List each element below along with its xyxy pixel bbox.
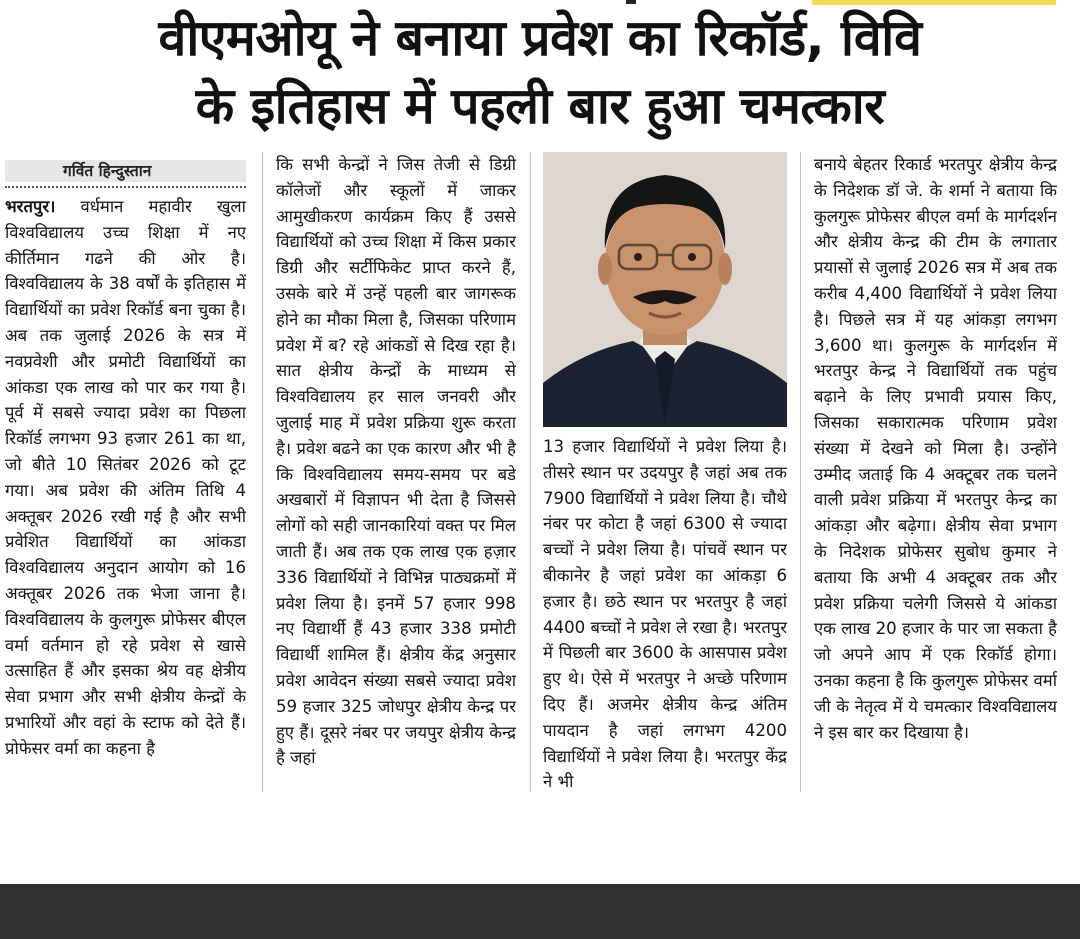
screen-bottom-bar — [0, 884, 1080, 939]
column-1-text — [5, 194, 246, 762]
column-2-text: कि सभी केन्द्रों ने जिस तेजी से डिग्री कॉलेजों और स्कूलों में जाकर आमुखीकरण कार्यक्रम किए हैं उससे विद्यार्थियों को उच्च शिक्षा में किस प्रकार डिग्री और सर्टीफिकेट प्राप्त करने हैं, उसके बारे में उन्हें पहली बार जागरूक होने का मौका मिला है, जिसका परिणाम प्रवेश में ब? रहे आंकडों से दिख रहा है। सात क्षेत्रीय केन्द्रों के माध्यम से विश्वविद्यालय हर साल जनवरी और जुलाई माह में प्रवेश प्रक्रिया शुरू करता है। प्रवेश बढने का एक कारण और भी है कि विश्वविद्यालय समय-समय पर बडे अखबारों में विज्ञापन भी देता है जिससे लोगों को सही जानकारियां वक्त पर मिल जाती हैं। अब तक एक लाख एक हज़ार 336 विद्यार्थियों ने विभिन्न पाठ्यक्रमों में प्रवेश लिया है। इनमें 57 हजार 998 नए विद्यार्थी हैं 43 हजार 338 प्रमोटी विद्यार्थी शामिल हैं। क्षेत्रीय केंद्र अनुसार प्रवेश आवेदन संख्या सबसे ज्यादा प्रवेश 59 हजार 325 जोधपुर क्षेत्रीय केन्द्र पर हुए हैं। दूसरे नंबर पर जयपुर क्षेत्रीय केन्द्र है जहां — [276, 155, 516, 768]
portrait-photo — [543, 152, 787, 427]
column-divider — [262, 152, 263, 792]
article-headline — [0, 4, 1080, 140]
article-column-3 — [543, 152, 787, 792]
column-divider — [800, 152, 801, 792]
column-1-body: वर्धमान महावीर खुला विश्वविद्यालय उच्च शिक्षा में नए कीर्तिमान गढने की ओर है। विश्वविद्यालय के 38 वर्षों के इतिहास में विद्यार्थियों का प्रवेश रिकॉर्ड बना चुका है। अब तक जुलाई 2026 के सत्र में नवप्रवेशी और प्रमोटी विद्यार्थियों का आंकडा एक लाख को पार कर गया है। पूर्व में सबसे ज्यादा प्रवेश का पिछला रिकॉर्ड लगभग 93 हजार 261 का था, जो बीते 10 सितंबर 2026 को टूट गया। अब प्रवेश की अंतिम तिथि 4 अक्तूबर 2026 रखी गई है और सभी प्रवेशित विद्यार्थियों का आंकडा विश्वविद्यालय अनुदान आयोग को 16 अक्तूबर 2026 तक भेजा जाना है। विश्वविद्यालय के कुलगुरू प्रोफेसर बीएल वर्मा वर्तमान हो रहे प्रवेश से खासे उत्साहित हैं और इसका श्रेय वह क्षेत्रीय सेवा प्रभाग और सभी क्षेत्रीय केन्द्रों के प्रभारियों और वहां के स्टाफ को देते हैं। प्रोफेसर वर्मा का कहना है — [5, 197, 246, 758]
headline-line-2: के इतिहास में पहली बार हुआ चमत्कार — [195, 77, 885, 135]
portrait-illustration — [543, 152, 787, 427]
column-3-text: 13 हजार विद्यार्थियों ने प्रवेश लिया है। तीसरे स्थान पर उदयपुर है जहां अब तक 7900 विद्यार्थियों ने प्रवेश लिया है। चौथे नंबर पर कोटा है जहां 6300 से ज्यादा बच्चों ने प्रवेश लिया है। पांचवें स्थान पर बीकानेर है जहां प्रवेश का आंकड़ा 6 हजार है। छठे स्थान पर भरतपुर है जहां 4400 बच्चों ने प्रवेश ले रखा है। भरतपुर में पिछली बार 3600 के आसपास प्रवेश हुए थे। ऐसे में भरतपुर ने अच्छे परिणाम दिए हैं। अजमेर क्षेत्रीय केन्द्र अंतिम पायदान है जहां लगभग 4200 विद्यार्थियों ने प्रवेश लिया है। भरतपुर केंद्र ने भी — [543, 437, 787, 792]
byline-rule — [5, 186, 246, 188]
column-4-text: बनाये बेहतर रिकार्ड भरतपुर क्षेत्रीय केन्द्र के निदेशक डॉ जे. के शर्मा ने बताया कि कुलगुरू प्रोफेसर बीएल वर्मा के मार्गदर्शन और क्षेत्रीय केन्द्र की टीम के लगातार प्रयासों से जुलाई 2026 सत्र में अब तक करीब 4,400 विद्यार्थियों ने प्रवेश लिया है। पिछले सत्र में यह आंकड़ा लगभग 3,600 था। कुलगुरू के मार्गदर्शन में भरतपुर केन्द्र ने विद्यार्थियों तक पहुंच बढ़ाने के लिए प्रभावी प्रयास किए, जिसका सकारात्मक परिणाम प्रवेश संख्या में देखने को मिला है। उन्होंने उम्मीद जताई कि 4 अक्टूबर तक चलने वाली प्रवेश प्रक्रिया में भरतपुर केन्द्र का आंकड़ा और बढ़ेगा। क्षेत्रीय सेवा प्रभाग के निदेशक प्रोफेसर सुबोध कुमार ने बताया कि अभी 4 अक्टूबर तक और प्रवेश प्रक्रिया चलेगी जिससे ये आंकडा एक लाख 20 हजार के पार जा सकता है जो अपने आप में एक रिकॉर्ड होगा। उनका कहना है कि कुलगुरू प्रोफेसर वर्मा जी के नेतृत्व में ये चमत्कार विश्वविद्यालय ने इस बार कर दिखाया है। — [814, 155, 1057, 742]
headline-line-1: वीएमओयू ने बनाया प्रवेश का रिकॉर्ड, विवि — [158, 9, 922, 67]
column-divider — [530, 152, 531, 792]
article-column-4 — [814, 152, 1057, 792]
article-column-2 — [276, 152, 516, 792]
article-column-1 — [5, 152, 246, 792]
byline: गर्वित हिन्दुस्तान — [5, 160, 246, 182]
dateline: भरतपुर। — [5, 197, 56, 216]
